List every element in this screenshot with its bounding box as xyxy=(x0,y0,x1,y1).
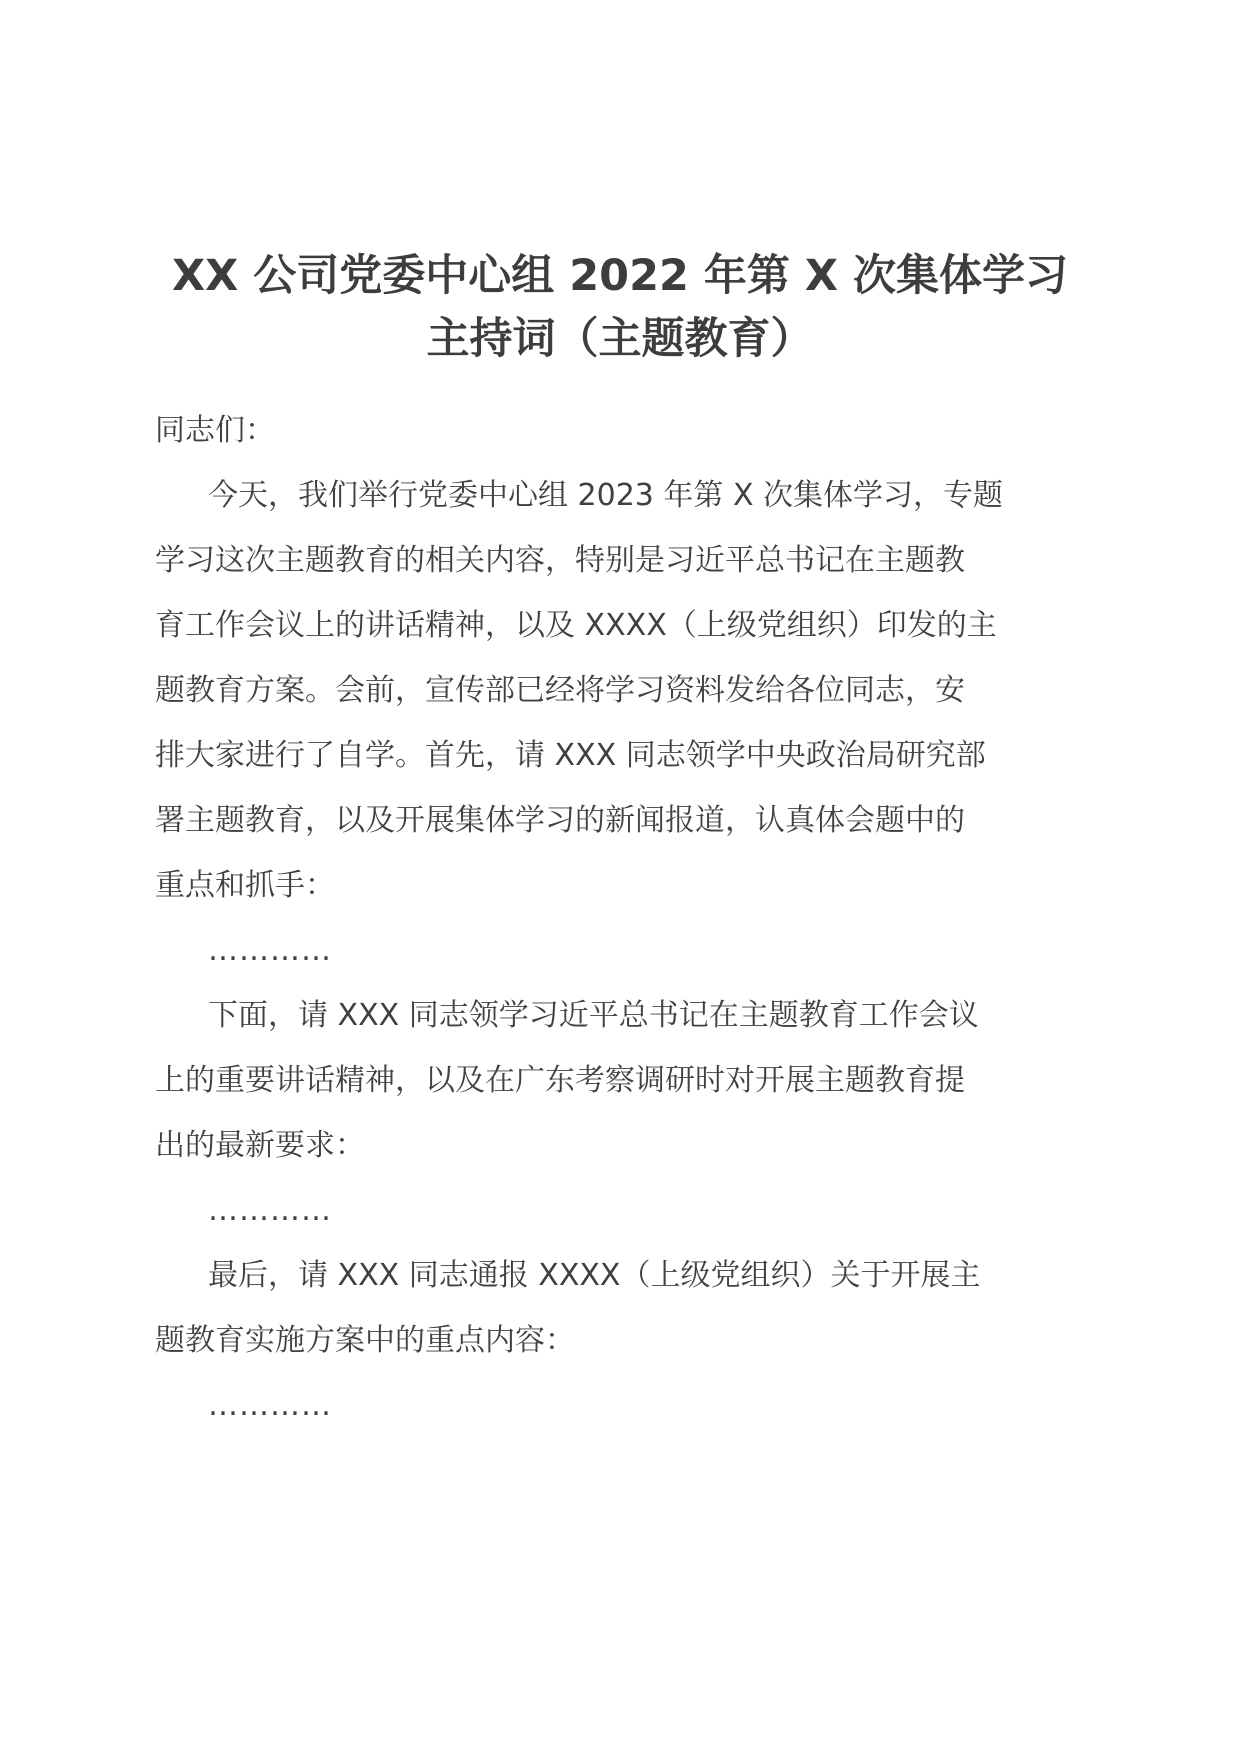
paragraph-3-line-1: 最后，请 XXX 同志通报 XXXX（上级党组织）关于开展主 xyxy=(208,1258,981,1293)
document-title-line-2: 主持词（主题教育） xyxy=(426,314,814,364)
greeting: 同志们： xyxy=(155,413,275,448)
paragraph-1-line-5: 排大家进行了自学。首先，请 XXX 同志领学中央政治局研究部 xyxy=(155,738,986,773)
paragraph-2-line-3: 出的最新要求： xyxy=(155,1128,365,1163)
paragraph-2-line-2: 上的重要讲话精神，以及在广东考察调研时对开展主题教育提 xyxy=(155,1063,965,1098)
ellipsis-2: ………… xyxy=(208,1193,332,1228)
document-body xyxy=(155,398,1090,1438)
ellipsis-3: ………… xyxy=(208,1388,332,1423)
paragraph-2-line-1: 下面，请 XXX 同志领学习近平总书记在主题教育工作会议 xyxy=(208,998,979,1033)
paragraph-1-line-6: 署主题教育，以及开展集体学习的新闻报道，认真体会题中的 xyxy=(155,803,965,838)
document-title-line-1: XX 公司党委中心组 2022 年第 X 次集体学习 xyxy=(172,251,1068,301)
paragraph-1-line-3: 育工作会议上的讲话精神，以及 XXXX（上级党组织）印发的主 xyxy=(155,608,997,643)
ellipsis-1: ………… xyxy=(208,933,332,968)
paragraph-1-line-7: 重点和抓手： xyxy=(155,868,335,903)
paragraph-3-line-2: 题教育实施方案中的重点内容： xyxy=(155,1323,575,1358)
paragraph-1-line-4: 题教育方案。会前，宣传部已经将学习资料发给各位同志，安 xyxy=(155,673,965,708)
paragraph-1-line-2: 学习这次主题教育的相关内容，特别是习近平总书记在主题教 xyxy=(155,543,965,578)
paragraph-1-line-1: 今天，我们举行党委中心组 2023 年第 X 次集体学习，专题 xyxy=(208,478,1004,513)
